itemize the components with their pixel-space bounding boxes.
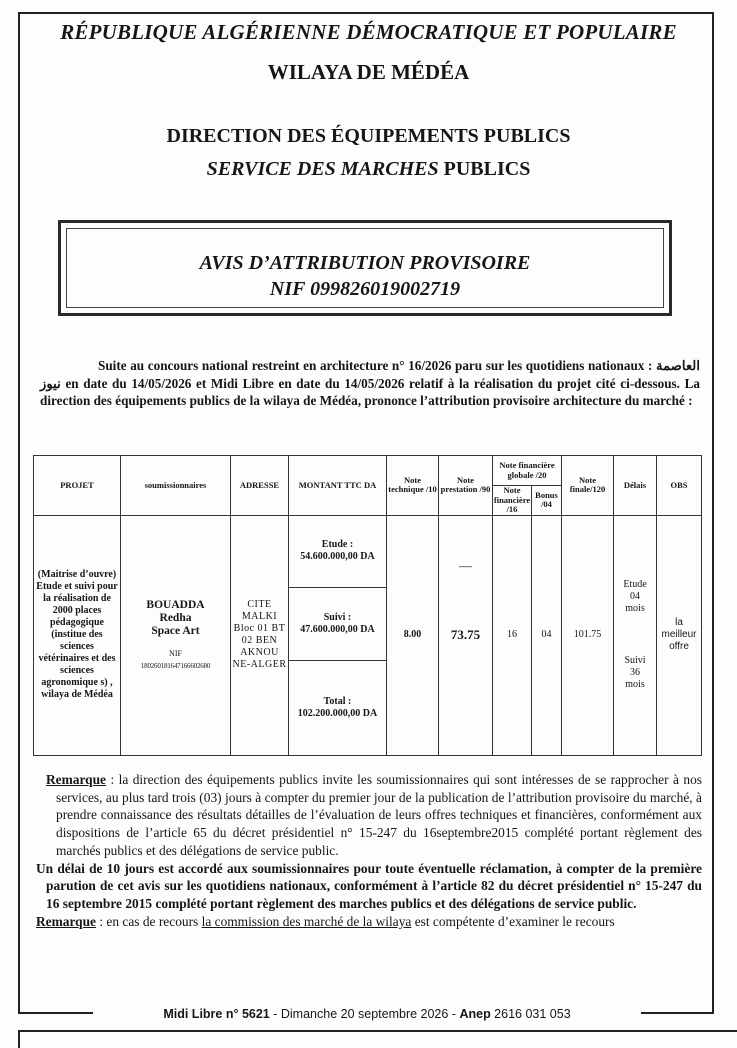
cell-bonus: 04 [532, 515, 562, 755]
delai-etude: Etude 04 mois [623, 579, 647, 614]
cell-note-finale: 101.75 [562, 515, 614, 755]
th-adresse: ADRESSE [231, 456, 289, 516]
header-service [0, 158, 737, 181]
footer-anep: Anep [459, 1007, 491, 1021]
th-soumissionnaires: soumissionnaires [121, 456, 231, 516]
th-note-prest: Note prestation /90 [439, 456, 493, 516]
intro-newspaper-ar: العاصمة نيوز [40, 358, 700, 391]
th-delais: Délais [614, 456, 657, 516]
footer-anep-num: 2616 031 053 [490, 1007, 571, 1021]
suivi-label: Suivi : [323, 611, 352, 623]
newspaper-footer [93, 1006, 641, 1022]
suivi-value: 47.600.000,00 DA [300, 623, 375, 635]
etude-value: 54.600.000,00 DA [300, 551, 375, 562]
remark-3-text-1: : en cas de recours [96, 913, 202, 929]
soum-nif-label: NIF [169, 648, 182, 658]
soum-name-3: Space Art [151, 624, 200, 637]
soum-name-2: Redha [159, 611, 192, 624]
cell-obs: la meilleur offre [657, 515, 702, 755]
intro-text-2: en date du 14/05/2026 et Midi Libre en date du 14/05/2026 relatif à la réalisation du projet cité ci-dessous. La direction des équipements publics de la wilaya de Médéa, prononce l’attribution provisoire architecture du marché : [40, 375, 700, 408]
th-note-finale: Note finale/120 [562, 456, 614, 516]
cell-projet: (Maitrise d’ouvre) Etude et suivi pour la réalisation de 2000 places pédagogique (institue des sciences vétérinaires et des sciences agronomique s) , wilaya de Médéa [34, 515, 121, 755]
th-montant: MONTANT TTC DA [289, 456, 387, 516]
total-value: 102.200.000,00 DA [297, 707, 378, 719]
cell-delais [614, 515, 657, 755]
cell-note-prest [439, 515, 493, 755]
cell-montant-etude [289, 515, 387, 587]
th-projet: PROJET [34, 456, 121, 516]
remark-3-text-2: est compétente d’examiner le recours [411, 913, 615, 929]
remark-1-text: : la direction des équipements publics invite les soumissionnaires qui sont intéresses de se rapprocher à nos services, au plus tard trois (03) jours à compter du premier jour de la publication de l’attribution provisoire du marché, à prendre connaissance des résultats détailles de l’évaluation de leurs offres techniques et financières, conformément aux dispositions de l’article 65 du décret présidentiel n° 15-247 du 16septembre2015 complété portant règlement des marchés publics et des délégations de service public. [56, 772, 702, 858]
th-note-tech: Note technique /10 [387, 456, 439, 516]
th-note-fin-globale: Note financière globale /20 [493, 456, 562, 486]
delai-suivi: Suivi 36 mois [624, 655, 646, 690]
remark-2-text: Un délai de 10 jours est accordé aux soumissionnaires pour toute éventuelle réclamation, à compter de la première parution de cet avis sur les quotidiens nationaux, conformément à l’article 82 du décret présidentiel n° 15-247 du 16 septembre 2015 complété portant règlement des marches publics et des délégations de service public. [36, 860, 702, 911]
note-prest-value: 73.75 [450, 627, 481, 642]
remark-3-label: Remarque [36, 913, 97, 929]
header-wilaya: WILAYA DE MÉDÉA [267, 60, 470, 84]
soum-name-1: BOUADDA [146, 598, 205, 611]
th-bonus: Bonus /04 [532, 486, 562, 516]
remarks-section [36, 771, 702, 930]
header-republic: RÉPUBLIQUE ALGÉRIENNE DÉMOCRATIQUE ET POPULAIRE [60, 20, 677, 44]
th-obs: OBS [657, 456, 702, 516]
cell-soumissionnaire [121, 515, 231, 755]
total-label: Total : [323, 695, 352, 707]
cell-montant-suivi [289, 587, 387, 660]
cell-adresse: CITE MALKI Bloc 01 BT 02 BEN AKNOU NE-ALGER [231, 515, 289, 755]
cell-note-fin: 16 [493, 515, 532, 755]
header-service-italic: SERVICE DES MARCHES [206, 158, 439, 180]
avis-nif: NIF 099826019002719 [269, 278, 461, 300]
header-direction: DIRECTION DES ÉQUIPEMENTS PUBLICS [166, 125, 571, 147]
soum-nif-value: 180260181647166602680 [140, 661, 211, 670]
attribution-table [33, 455, 702, 756]
avis-title: AVIS D’ATTRIBUTION PROVISOIRE [199, 252, 531, 274]
intro-text-1: Suite au concours national restreint en architecture n° 16/2026 paru sur les quotidiens nationaux : [98, 358, 657, 373]
footer-date: - Dimanche 20 septembre 2026 - [269, 1007, 460, 1021]
cell-note-tech: 8.00 [387, 515, 439, 755]
next-notice-left-border [18, 1030, 20, 1048]
remark-3-link: la commission des marché de la wilaya [201, 913, 412, 929]
next-notice-top-border [18, 1030, 737, 1032]
th-note-fin: Note financière /16 [493, 485, 531, 514]
cell-montant-total [289, 660, 387, 755]
intro-paragraph [40, 357, 700, 410]
etude-label: Etude : [321, 539, 354, 550]
header-service-rest: PUBLICS [438, 158, 531, 180]
remark-1-label: Remarque [46, 772, 107, 787]
note-prest-dash: — [459, 557, 472, 573]
footer-paper: Midi Libre n° 5621 [163, 1007, 270, 1021]
